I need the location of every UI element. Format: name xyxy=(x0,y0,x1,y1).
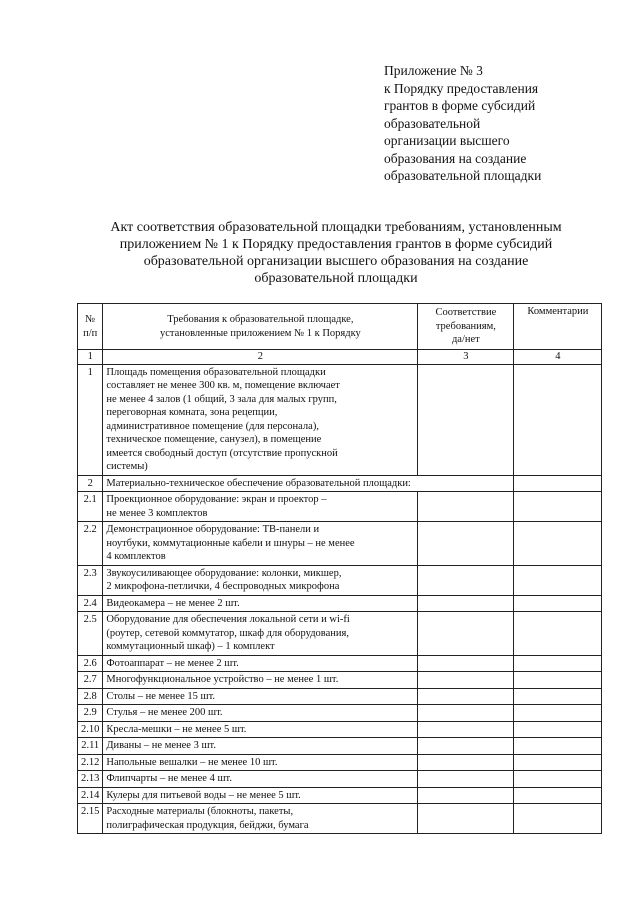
table-row xyxy=(78,787,602,804)
requirement-line: переговорная комната, зона рецепции, xyxy=(106,407,278,418)
row-number: 2.13 xyxy=(78,771,103,788)
comment-cell[interactable] xyxy=(514,655,602,672)
requirement-cell xyxy=(103,565,418,595)
title-line: образовательной площадки xyxy=(254,271,418,286)
appendix-line: образовательной площадки xyxy=(384,168,542,183)
compliance-cell[interactable] xyxy=(418,721,514,738)
header-text: Соответствие xyxy=(435,307,497,319)
requirement-cell xyxy=(103,721,418,738)
comment-cell[interactable] xyxy=(514,522,602,566)
table-row xyxy=(78,364,602,475)
column-index: 2 xyxy=(103,350,418,365)
comment-cell[interactable] xyxy=(514,754,602,771)
header-requirements xyxy=(103,304,418,350)
table-body xyxy=(78,364,602,833)
requirement-line: Многофункциональное устройство – не менее 1 шт. xyxy=(106,674,339,685)
row-number: 2 xyxy=(78,475,103,492)
appendix-line: организации высшего xyxy=(384,133,510,148)
requirement-line: Материально-техническое обеспечение образовательной площадки: xyxy=(106,477,411,489)
column-index: 3 xyxy=(418,350,514,365)
requirement-line: Кресла-мешки – не менее 5 шт. xyxy=(106,723,247,735)
header-text: п/п xyxy=(83,327,98,339)
header-text: установленные приложением № 1 к Порядку xyxy=(159,327,361,339)
requirement-line: имеется свободный доступ (отсутствие пропускной xyxy=(106,447,338,459)
compliance-cell[interactable] xyxy=(418,705,514,722)
requirement-line: Видеокамера – не менее 2 шт. xyxy=(106,597,240,609)
requirement-line: Фотоаппарат – не менее 2 шт. xyxy=(106,657,239,669)
title-line: Акт соответствия образовательной площадки требованиям, установленным xyxy=(110,220,562,235)
row-number: 2.6 xyxy=(78,655,103,672)
requirement-cell xyxy=(103,612,418,656)
requirement-cell xyxy=(103,522,418,566)
requirement-cell xyxy=(103,738,418,755)
requirement-line: Площадь помещения образовательной площадки xyxy=(106,366,326,378)
document-title xyxy=(70,219,602,287)
row-number: 2.12 xyxy=(78,754,103,771)
compliance-cell[interactable] xyxy=(418,364,514,475)
requirement-line: 2 микрофона-петлички, 4 беспроводных микрофона xyxy=(106,581,340,592)
title-line: образовательной организации высшего образования на создание xyxy=(143,254,529,269)
row-number: 2.9 xyxy=(78,705,103,722)
requirement-line: 4 комплектов xyxy=(106,551,166,562)
comment-cell[interactable] xyxy=(514,705,602,722)
comment-cell[interactable] xyxy=(514,738,602,755)
comment-cell[interactable] xyxy=(514,612,602,656)
row-number: 2.4 xyxy=(78,595,103,612)
comment-cell[interactable] xyxy=(514,364,602,475)
comment-cell[interactable] xyxy=(514,787,602,804)
requirement-line: Напольные вешалки – не менее 10 шт. xyxy=(106,756,278,768)
requirement-cell xyxy=(103,705,418,722)
compliance-cell[interactable] xyxy=(418,522,514,566)
header-text: да/нет xyxy=(451,334,480,346)
title-line: приложением № 1 к Порядку предоставления грантов в форме субсидий xyxy=(119,237,553,252)
requirement-line: Звукоусиливающее оборудование: колонки, микшер, xyxy=(106,567,342,579)
table-row xyxy=(78,655,602,672)
requirement-cell xyxy=(103,754,418,771)
table-row xyxy=(78,804,602,834)
requirement-line: Оборудование для обеспечения локальной сети и wi-fi xyxy=(106,614,350,625)
row-number: 1 xyxy=(78,364,103,475)
row-number: 2.14 xyxy=(78,787,103,804)
requirement-line: системы) xyxy=(106,461,148,472)
requirement-line: составляет не менее 300 кв. м, помещение включает xyxy=(106,380,340,391)
requirement-cell xyxy=(103,595,418,612)
requirement-cell xyxy=(103,492,418,522)
requirement-cell xyxy=(103,672,418,689)
comment-cell[interactable] xyxy=(514,565,602,595)
table-row xyxy=(78,475,602,492)
requirement-line: Проекционное оборудование: экран и проектор – xyxy=(106,494,327,505)
table-row xyxy=(78,688,602,705)
compliance-cell[interactable] xyxy=(418,754,514,771)
table-row xyxy=(78,738,602,755)
requirement-line: Расходные материалы (блокноты, пакеты, xyxy=(106,806,294,817)
compliance-cell[interactable] xyxy=(418,492,514,522)
header-num xyxy=(78,304,103,350)
header-text: Требования к образовательной площадке, xyxy=(167,314,354,325)
row-number: 2.2 xyxy=(78,522,103,566)
column-index: 4 xyxy=(514,350,602,365)
table-row xyxy=(78,612,602,656)
header-comments xyxy=(514,304,602,350)
appendix-line: образовательной xyxy=(384,115,481,131)
header-text: Комментарии xyxy=(527,306,589,317)
appendix-header xyxy=(384,62,614,185)
requirement-line: Стулья – не менее 200 шт. xyxy=(106,707,223,718)
requirement-line: не менее 4 залов (1 общий, 3 зала для малых групп, xyxy=(106,393,337,405)
compliance-cell[interactable] xyxy=(418,595,514,612)
compliance-cell[interactable] xyxy=(418,565,514,595)
table-row xyxy=(78,565,602,595)
header-text: требованиям, xyxy=(435,320,496,332)
row-number: 2.7 xyxy=(78,672,103,689)
row-number: 2.15 xyxy=(78,804,103,834)
header-row xyxy=(78,304,602,350)
compliance-cell[interactable] xyxy=(418,688,514,705)
row-number: 2.5 xyxy=(78,612,103,656)
table-row xyxy=(78,522,602,566)
comment-cell[interactable] xyxy=(514,771,602,788)
requirement-line: не менее 3 комплектов xyxy=(106,507,208,519)
comment-cell[interactable] xyxy=(514,475,602,492)
row-number: 2.11 xyxy=(78,738,103,755)
column-index: 1 xyxy=(78,350,103,365)
column-index-row xyxy=(78,350,602,365)
table-row xyxy=(78,721,602,738)
requirement-line: Кулеры для питьевой воды – не менее 5 шт. xyxy=(106,789,301,801)
compliance-cell[interactable] xyxy=(418,738,514,755)
requirement-line: (роутер, сетевой коммутатор, шкаф для оборудования, xyxy=(106,627,349,639)
requirement-line: административное помещение (для персонала), xyxy=(106,420,319,432)
comment-cell[interactable] xyxy=(514,804,602,834)
compliance-cell[interactable] xyxy=(418,672,514,689)
requirement-cell xyxy=(103,364,418,475)
requirement-cell xyxy=(103,787,418,804)
row-number: 2.8 xyxy=(78,688,103,705)
compliance-table xyxy=(77,303,602,834)
row-number: 2.3 xyxy=(78,565,103,595)
appendix-line: Приложение № 3 xyxy=(384,63,483,78)
compliance-cell[interactable] xyxy=(418,787,514,804)
row-number: 2.1 xyxy=(78,492,103,522)
table-row xyxy=(78,754,602,771)
compliance-cell[interactable] xyxy=(418,804,514,834)
table-row xyxy=(78,595,602,612)
table-row xyxy=(78,672,602,689)
requirement-cell xyxy=(103,804,418,834)
requirement-line: Диваны – не менее 3 шт. xyxy=(106,740,216,751)
requirement-cell xyxy=(103,771,418,788)
compliance-cell[interactable] xyxy=(418,771,514,788)
requirement-line: полиграфическая продукция, бейджи, бумага xyxy=(106,819,309,831)
comment-cell[interactable] xyxy=(514,672,602,689)
compliance-cell[interactable] xyxy=(418,612,514,656)
appendix-line: образования на создание xyxy=(384,150,527,166)
requirement-line: ноутбуки, коммутационные кабели и шнуры – не менее xyxy=(106,537,355,549)
comment-cell[interactable] xyxy=(514,721,602,738)
requirement-line: техническое помещение, санузел), в помещение xyxy=(106,434,322,445)
row-number: 2.10 xyxy=(78,721,103,738)
appendix-line: грантов в форме субсидий xyxy=(384,98,536,113)
header-text: № xyxy=(85,314,96,325)
header-compliance xyxy=(418,304,514,350)
requirement-cell xyxy=(103,688,418,705)
table-row xyxy=(78,705,602,722)
table-row xyxy=(78,771,602,788)
table-row xyxy=(78,492,602,522)
comment-cell[interactable] xyxy=(514,595,602,612)
comment-cell[interactable] xyxy=(514,688,602,705)
requirement-cell xyxy=(103,655,418,672)
comment-cell[interactable] xyxy=(514,492,602,522)
requirement-line: Столы – не менее 15 шт. xyxy=(106,690,216,702)
appendix-line: к Порядку предоставления xyxy=(384,80,539,96)
requirement-line: коммутационный шкаф) – 1 комплект xyxy=(106,641,275,652)
compliance-cell[interactable] xyxy=(418,655,514,672)
requirement-line: Демонстрационное оборудование: ТВ-панели и xyxy=(106,524,320,535)
requirement-cell xyxy=(103,475,514,492)
requirement-line: Флипчарты – не менее 4 шт. xyxy=(106,773,232,784)
